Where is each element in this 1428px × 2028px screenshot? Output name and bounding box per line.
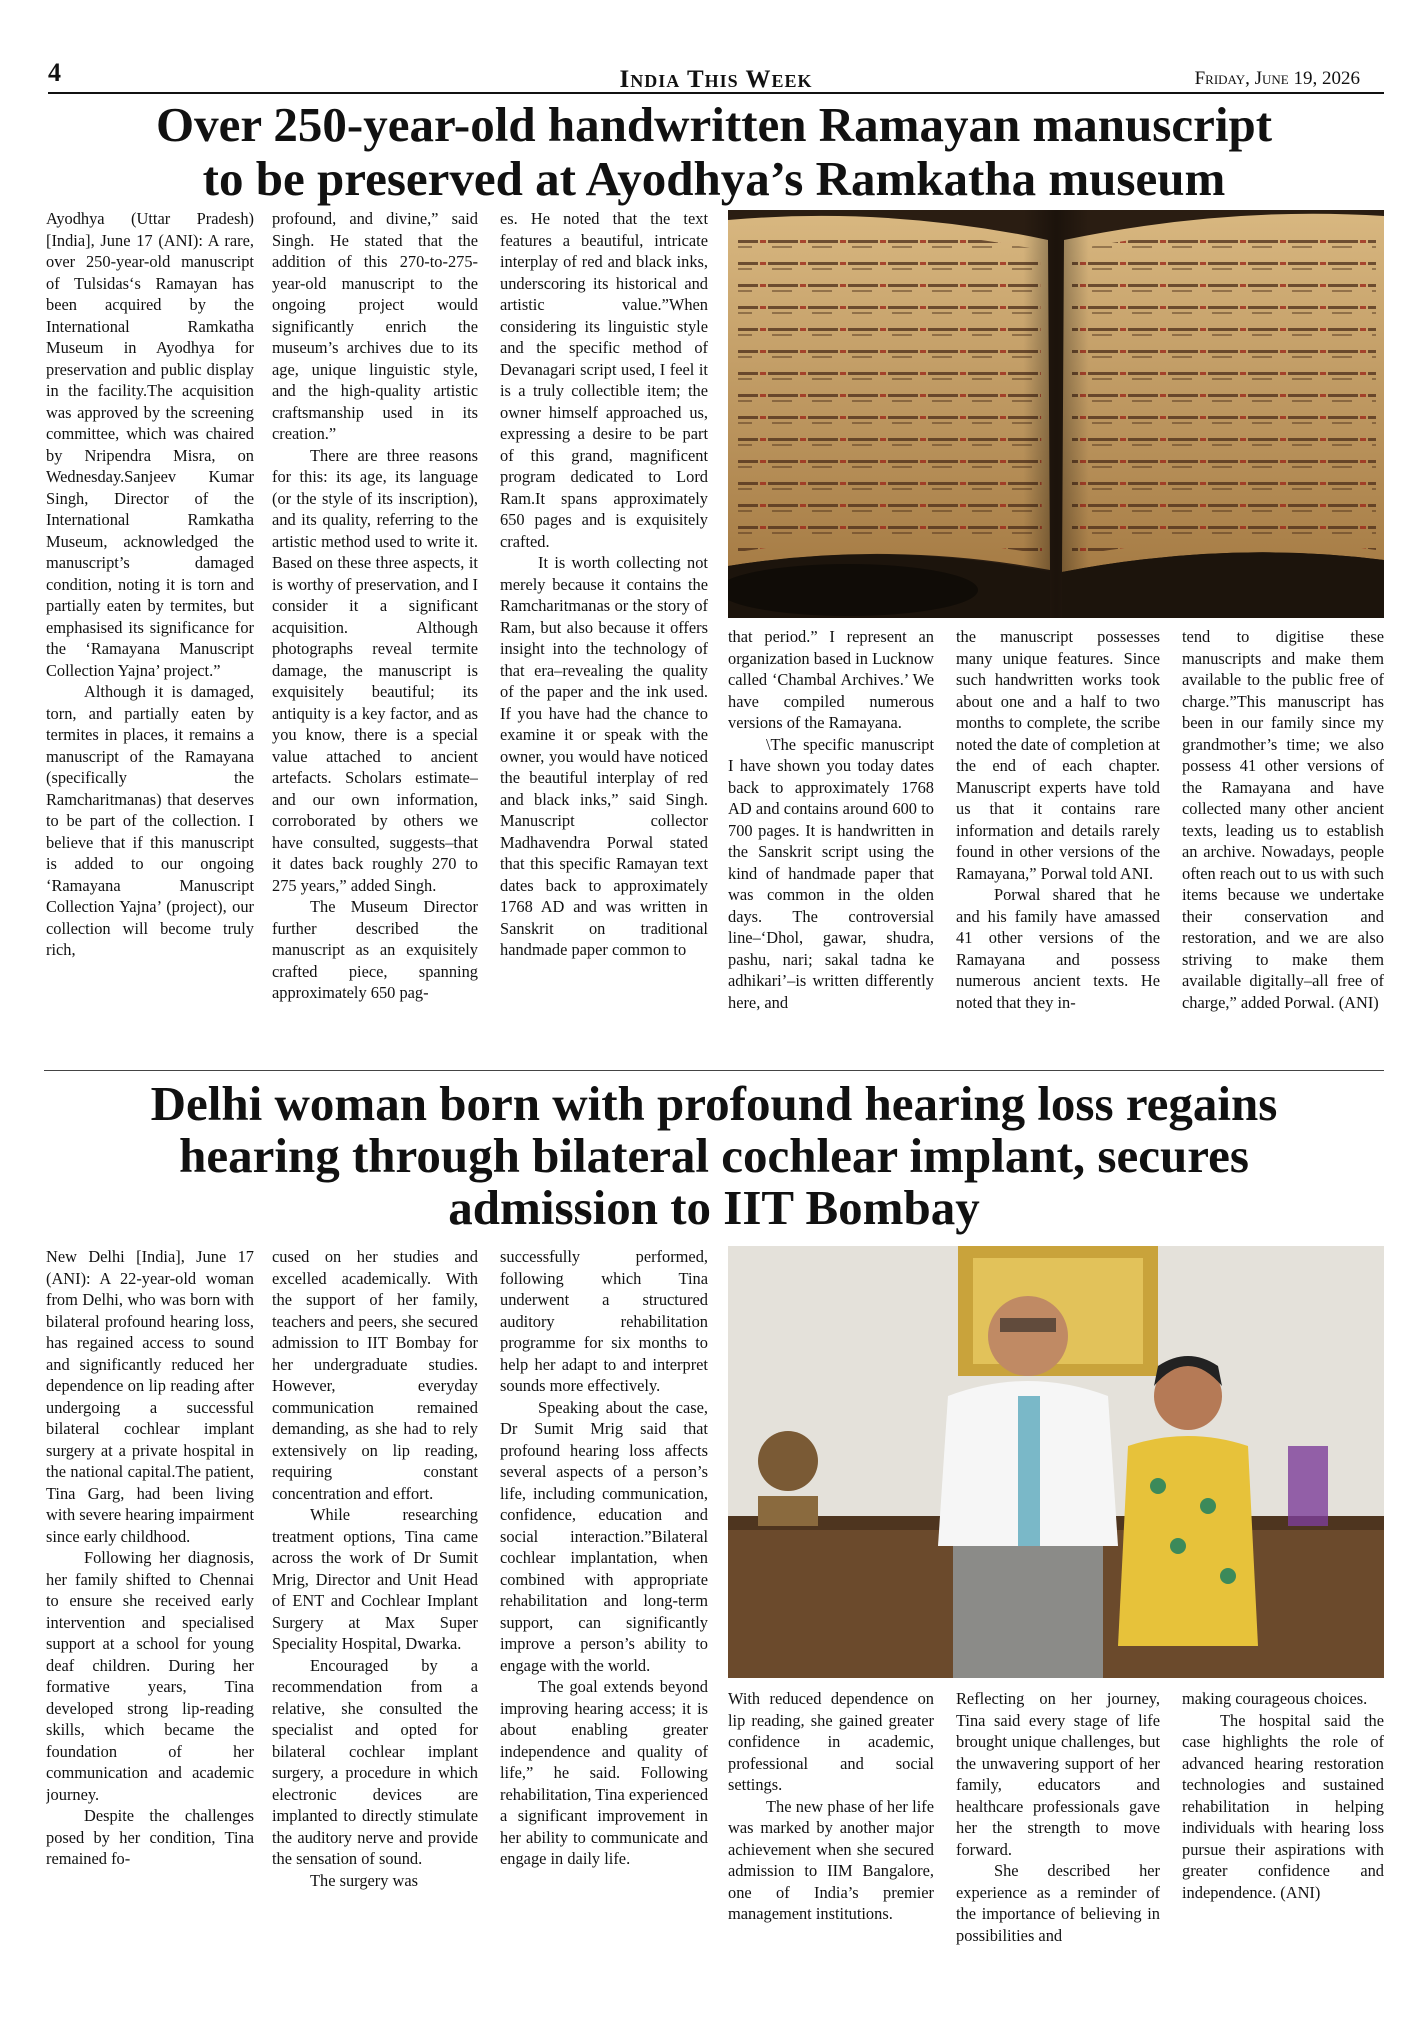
headline-line: Delhi woman born with profound hearing loss regains bbox=[150, 1076, 1278, 1131]
paragraph: Although it is damaged, torn, and partially eaten by termites in places, it remains a manuscript of the Ramayana (specifically the Ramcharitmanas) that deserves to be part of the collection. I believe that if this manuscript is added to our ongoing ‘Ramayana Manuscript Collection Yajna’ (project), our collection will become truly rich, bbox=[46, 682, 254, 959]
article2-column-3 bbox=[500, 1246, 708, 2006]
masthead bbox=[48, 60, 1384, 94]
article1-column-6 bbox=[1182, 626, 1384, 1064]
article-divider bbox=[44, 1070, 1384, 1071]
paragraph: Porwal shared that he and his family have amassed 41 other versions of the Ramayana and possess numerous ancient texts. He noted that they in- bbox=[956, 885, 1160, 1012]
paragraph: The hospital said the case highlights the role of advanced hearing restoration technologies and sustained rehabilitation in helping individuals with hearing loss pursue their aspirations with greater confidence and independence. (ANI) bbox=[1182, 1710, 1384, 1902]
paragraph: Following her diagnosis, her family shifted to Chennai to ensure she received early intervention and specialised support at a school for young deaf children. During her formative years, Tina developed strong lip-reading skills, which became the foundation of her communication and academic journey. bbox=[46, 1548, 254, 1804]
paragraph: successfully performed, following which Tina underwent a structured auditory rehabilitation programme for six months to help her adapt to and interpret sounds more effectively. bbox=[500, 1247, 708, 1395]
paragraph: making courageous choices. bbox=[1182, 1689, 1368, 1708]
paragraph: Reflecting on her journey, Tina said every stage of life brought unique challenges, but the unwavering support of her family, educators and healthcare professionals gave her the strength to move forward. bbox=[956, 1689, 1160, 1859]
paragraph: The goal extends beyond improving hearing access; it is about enabling greater independence and quality of life,” he said. Following rehabilitation, Tina experienced a significant improvement in her ability to communicate and engage in daily life. bbox=[500, 1677, 708, 1868]
newspaper-name: India This Week bbox=[619, 66, 813, 93]
manuscript-illustration bbox=[728, 210, 1384, 618]
article2-column-4 bbox=[728, 1688, 934, 2006]
manuscript-photo bbox=[728, 210, 1384, 618]
paragraph: tend to digitise these manuscripts and make them available to the public free of charge.”This manuscript has been in our family since my grandmother’s time; we also possess 41 other versions of the Ramayana and have collected many other ancient texts, leading us to establish an archive. Nowadays, people often reach out to us with such items because we undertake their conservation and restoration, and we are also striving to make them available digitally–all free of charge,” added Porwal. (ANI) bbox=[1182, 627, 1384, 1012]
paragraph: With reduced dependence on lip reading, she gained greater confidence in academic, professional and social settings. bbox=[728, 1689, 934, 1794]
paragraph: New Delhi [India], June 17 (ANI): A 22-year-old woman from Delhi, who was born with bilateral profound hearing loss, has regained access to sound and significantly reduced her dependence on lip reading after undergoing a successful bilateral cochlear implant surgery at a private hospital in the national capital.The patient, Tina Garg, had been living with severe hearing impairment since early childhood. bbox=[46, 1247, 254, 1546]
paragraph: While researching treatment options, Tina came across the work of Dr Sumit Mrig, Director and Unit Head of ENT and Cochlear Implant Surgery at Max Super Speciality Hospital, Dwarka. bbox=[272, 1505, 478, 1653]
paragraph: The new phase of her life was marked by another major achievement when she secured admission to IIM Bangalore, one of India’s premier management institutions. bbox=[728, 1796, 934, 1923]
page-number: 4 bbox=[48, 58, 61, 87]
doctor-and-patient-photo bbox=[728, 1246, 1384, 1678]
paragraph: There are three reasons for this: its age, its language (or the style of its inscription), and its quality, referring to the artistic method used to write it. Based on these three aspects, it is worthy of preservation, and I consider it a significant acquisition. Although photographs reveal termite damage, the manuscript is exquisitely beautiful; its antiquity is a key factor, and as you know, there is a special value attached to ancient artefacts. Scholars estimate–and our own information, corroborated by others we have consulted, suggests–that it dates back roughly 270 to 275 years,” added Singh. bbox=[272, 445, 478, 895]
paragraph: The Museum Director further described the manuscript as an exquisitely crafted piece, spanning approximately 650 pag- bbox=[272, 897, 478, 1002]
paragraph: The surgery was bbox=[310, 1870, 419, 1890]
headline-line: Over 250-year-old handwritten Ramayan manuscript bbox=[155, 97, 1273, 152]
issue-date: Friday, June 19, 2026 bbox=[1194, 68, 1360, 89]
paragraph: profound, and divine,” said Singh. He stated that the addition of this 270-to-275-year-old manuscript to the ongoing project would significantly enrich the museum’s archives due to its age, unique linguistic style, and the high-quality artistic craftsmanship used in its creation.” bbox=[272, 209, 478, 443]
article2-column-5 bbox=[956, 1688, 1160, 2006]
paragraph: Ayodhya (Uttar Pradesh) [India], June 17 (ANI): A rare, over 250-year-old manuscript of Tulsidas‘s Ramayan has been acquired by the International Ramkatha Museum in Ayodhya for preservation and public display in the facility.The acquisition was approved by the screening committee, which was chaired by Nripendra Misra, on Wednesday.Sanjeev Kumar Singh, Director of the International Ramkatha Museum, acknowledged the manuscript’s damaged condition, noting it is torn and partially eaten by termites, but emphasised its significance for the ‘Ramayana Manuscript Collection Yajna’ project.” bbox=[46, 209, 254, 680]
paragraph: cused on her studies and excelled academically. With the support of her family, teachers and peers, she secured admission to IIT Bombay for her undergraduate studies. However, everyday communication remained demanding, as she had to rely extensively on lip reading, requiring constant concentration and effort. bbox=[272, 1247, 478, 1503]
paragraph: the manuscript possesses many unique features. Since such handwritten works took about one and a half to two months to complete, the scribe noted the date of completion at the end of each chapter. Manuscript experts have told us that it contains rare information and details rarely found in other versions of the Ramayana,” Porwal told ANI. bbox=[956, 627, 1160, 883]
article2-column-1 bbox=[46, 1246, 254, 2006]
headline-line: admission to IIT Bombay bbox=[448, 1179, 980, 1235]
paragraph: It is worth collecting not merely because it contains the Ramcharitmanas or the story of Ram, but also because it offers insight into the technology of that era–revealing the quality of the paper and the ink used. If you have had the chance to examine it or speak with the owner, you would have noticed the beautiful interplay of red and black inks,” said Singh. Manuscript collector Madhavendra Porwal stated that this specific Ramayan text dates back to approximately 1768 AD and was written in Sanskrit on traditional handmade paper common to bbox=[500, 553, 708, 959]
article1-column-3 bbox=[500, 208, 708, 1064]
article2-column-6 bbox=[1182, 1688, 1384, 2006]
headline-line: to be preserved at Ayodhya’s Ramkatha museum bbox=[202, 150, 1226, 206]
headline-line: hearing through bilateral cochlear implant, secures bbox=[179, 1127, 1249, 1183]
article1-column-4 bbox=[728, 626, 934, 1064]
paragraph: Encouraged by a recommendation from a relative, she consulted the specialist and opted for bilateral cochlear implant surgery, a procedure in which electronic devices are implanted to directly stimulate the auditory nerve and provide the sensation of sound. bbox=[272, 1655, 478, 1868]
article1-column-5 bbox=[956, 626, 1160, 1064]
paragraph: Despite the challenges posed by her condition, Tina remained fo- bbox=[46, 1806, 254, 1868]
paragraph: es. He noted that the text features a beautiful, intricate interplay of red and black inks, underscoring its historical and artistic value.”When considering its linguistic style and the specific method of Devanagari script used, I feel it is a truly collectible item; the owner himself approached us, expressing a desire to be part of this grand, magnificent program dedicated to Lord Ram.It spans approximately 650 pages and is exquisitely crafted. bbox=[500, 209, 708, 551]
article2-headline bbox=[40, 1078, 1388, 1234]
paragraph: Speaking about the case, Dr Sumit Mrig said that profound hearing loss affects several aspects of a person’s life, including communication, confidence, education and social interaction.”Bilateral cochlear implantation, when combined with appropriate rehabilitation and long-term support, can significantly improve a person’s ability to engage with the world. bbox=[500, 1397, 708, 1675]
article1-headline bbox=[40, 98, 1388, 206]
article1-column-2 bbox=[272, 208, 478, 1064]
paragraph: She described her experience as a reminder of the importance of believing in possibilities and bbox=[956, 1861, 1160, 1945]
paragraph: \The specific manuscript I have shown you today dates back to approximately 1768 AD and contains around 600 to 700 pages. It is handwritten in the Sanskrit script using the kind of handmade paper that was common in the olden days. The controversial line–‘Dhol, gawar, shudra, pashu, nari; sakal tadna ke adhikari’–is written differently here, and bbox=[728, 734, 934, 1012]
clinic-illustration bbox=[728, 1246, 1384, 1678]
article1-column-1 bbox=[46, 208, 254, 1064]
article2-column-2 bbox=[272, 1246, 478, 2006]
paragraph: that period.” I represent an organization based in Lucknow called ‘Chambal Archives.’ We have compiled numerous versions of the Ramayana. bbox=[728, 627, 934, 732]
